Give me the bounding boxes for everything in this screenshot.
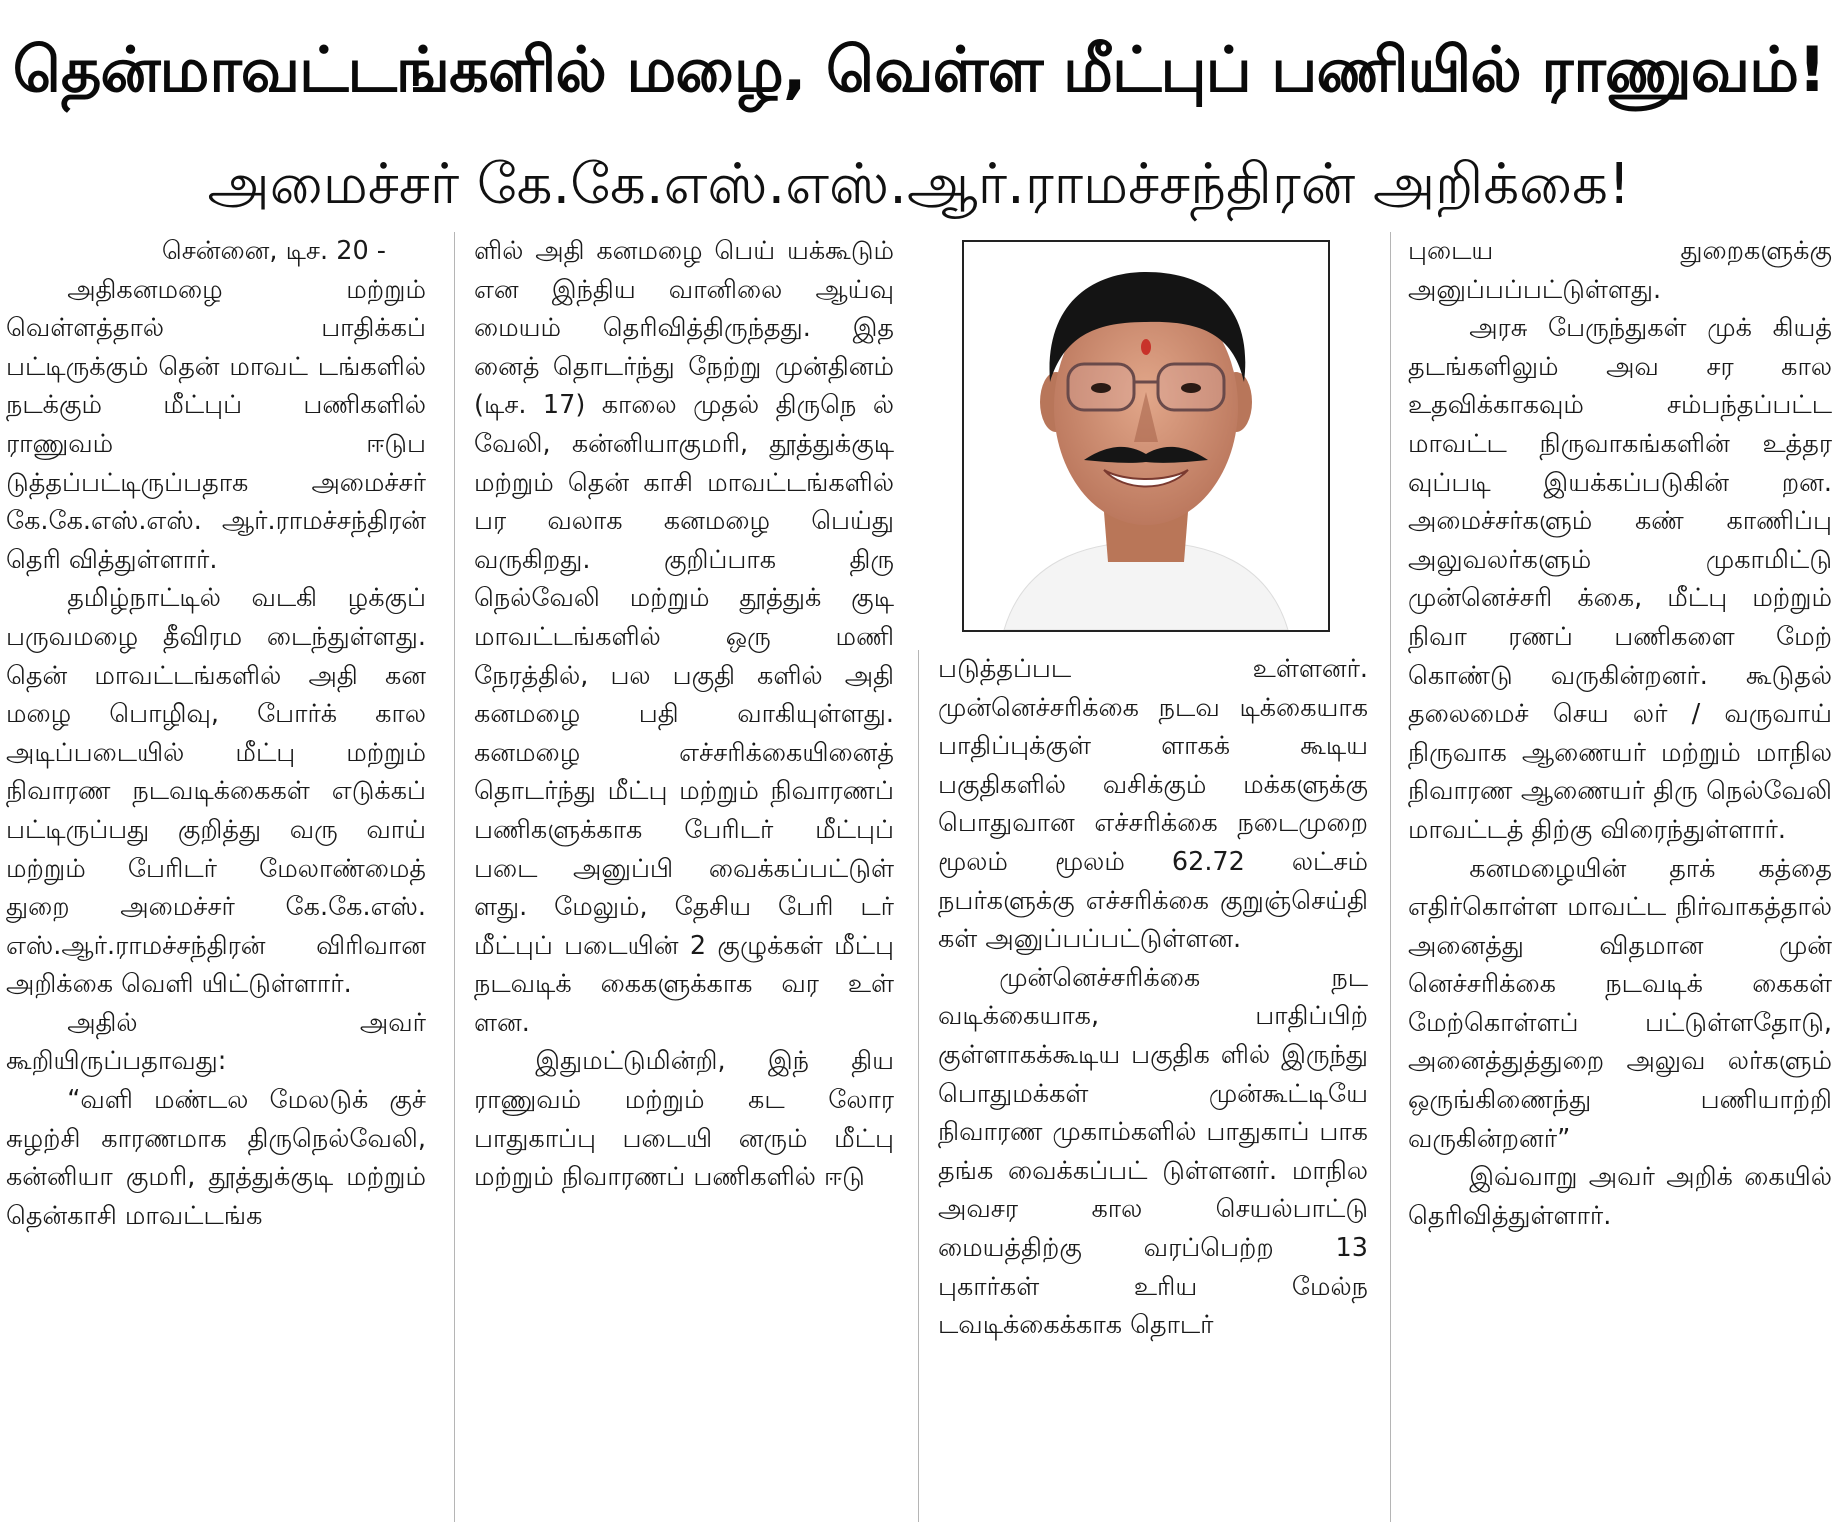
paragraph: அதிகனமழை மற்றும் வெள்ளத்தால் பாதிக்கப் பட்டிருக்கும் தென் மாவட் டங்களில் நடக்கும் மீட்புப் பணிகளில் ராணுவம் ஈடுப டுத்தப்பட்டிருப்பதாக அமைச்சர் கே.கே.எஸ்.எஸ். ஆர்.ராமச்சந்திரன் தெரி வித்துள்ளார்.	[6, 274, 426, 575]
article-column-3	[938, 650, 1368, 1530]
paragraph: அரசு பேருந்துகள் முக் கியத் தடங்களிலும் அவ சர கால உதவிக்காகவும் சம்பந்தப்பட்ட மாவட்ட நிருவாகங்களின் உத்தர வுப்படி இயக்கப்படுகின் றன. அமைச்சர்களும் கண் காணிப்பு அலுவலர்களும் முகாமிட்டு முன்னெச்சரி க்கை, மீட்பு மற்றும் நிவா ரணப் பணிகளை மேற் கொண்டு வருகின்றனர். கூடுதல் தலைமைச் செய லர் / வருவாய் நிருவாக ஆணையர் மற்றும் மாநில நிவாரண ஆணையர் திரு நெல்வேலி மாவட்டத் திற்கு விரைந்துள்ளார்.	[1408, 313, 1832, 845]
column-rule	[1390, 232, 1391, 1522]
dateline: சென்னை, டிச. 20 -	[161, 236, 386, 266]
paragraph: இதுமட்டுமின்றி, இந் திய ராணுவம் மற்றும் கட லோர பாதுகாப்பு படையி னரும் மீட்பு மற்றும் நிவாரணப் பணிகளில் ஈடு	[474, 1046, 894, 1193]
paragraph: அதில் அவர் கூறியிருப்பதாவது:	[6, 1007, 426, 1077]
paragraph: தமிழ்நாட்டில் வடகி ழக்குப் பருவமழை தீவிரம டைந்துள்ளது. தென் மாவட்டங்களில் அதி கன மழை பொழிவு, போர்க் கால அடிப்படையில் மீட்பு மற்றும் நிவாரண நடவடிக்கைகள் எடுக்கப் பட்டிருப்பது குறித்து வரு வாய் மற்றும் பேரிடர் மேலாண்மைத் துறை அமைச்சர் கே.கே.எஸ். எஸ்.ஆர்.ராமச்சந்திரன் விரிவான அறிக்கை வெளி யிட்டுள்ளார்.	[6, 583, 426, 1000]
column-rule	[454, 232, 455, 1522]
paragraph: இவ்வாறு அவர் அறிக் கையில் தெரிவித்துள்ளார்.	[1408, 1162, 1832, 1231]
minister-photo	[962, 240, 1330, 632]
paragraph: கனமழையின் தாக் கத்தை எதிர்கொள்ள மாவட்ட நிர்வாகத்தால் அனைத்து விதமான முன் னெச்சரிக்கை நடவடிக் கைகள் மேற்கொள்ளப் பட்டுள்ளதோடு, அனைத்துத்துறை அலுவ லர்களும் ஒருங்கிணைந்து பணியாற்றி வருகின்றனர்”	[1408, 853, 1832, 1154]
paragraph: புடைய துறைகளுக்கு அனுப்பப்பட்டுள்ளது.	[1408, 236, 1832, 305]
headline: தென்மாவட்டங்களில் மழை, வெள்ள மீட்புப் பணியில் ராணுவம்!	[12, 33, 1826, 106]
paragraph: முன்னெச்சரிக்கை நட வடிக்கையாக, பாதிப்பிற் குள்ளாகக்கூடிய பகுதிக ளில் இருந்து பொதுமக்கள் முன்கூட்டியே நிவாரண முகாம்களில் பாதுகாப் பாக தங்க வைக்கப்பட் டுள்ளனர். மாநில அவசர கால செயல்பாட்டு மையத்திற்கு வரப்பெற்ற 13 புகார்கள் உரிய மேல்ந டவடிக்கைக்காக தொடர்	[938, 962, 1368, 1341]
article-column-4	[1408, 232, 1832, 1532]
portrait-photo-icon	[964, 242, 1328, 630]
paragraph: “வளி மண்டல மேலடுக் குச் சுழற்சி காரணமாக திருநெல்வேலி, கன்னியா குமரி, தூத்துக்குடி மற்றும் தென்காசி மாவட்டங்க	[6, 1085, 426, 1231]
paragraph: படுத்தப்பட உள்ளனர். முன்னெச்சரிக்கை நடவ டிக்கையாக பாதிப்புக்குள் ளாகக் கூடிய பகுதிகளில் வசிக்கும் மக்களுக்கு பொதுவான எச்சரிக்கை நடைமுறை மூலம் மூலம் 62.72 லட்சம் நபர்களுக்கு எச்சரிக்கை குறுஞ்செய்தி கள் அனுப்பப்பட்டுள்ளன.	[938, 654, 1368, 955]
paragraph: ளில் அதி கனமழை பெய் யக்கூடும் என இந்திய வானிலை ஆய்வு மையம் தெரிவித்திருந்தது. இத னைத் தொடர்ந்து நேற்று முன்தினம் (டிச. 17) காலை முதல் திருநெ ல் வேலி, கன்னியாகுமரி, தூத்துக்குடி மற்றும் தென் காசி மாவட்டங்களில் பர வலாக கனமழை பெய்து வருகிறது. குறிப்பாக திரு நெல்வேலி மற்றும் தூத்துக் குடி மாவட்டங்களில் ஒரு மணி நேரத்தில், பல பகுதி களில் அதி கனமழை பதி வாகியுள்ளது. கனமழை எச்சரிக்கையினைத் தொடர்ந்து மீட்பு மற்றும் நிவாரணப் பணிகளுக்காக பேரிடர் மீட்புப் படை அனுப்பி வைக்கப்பட்டுள் ளது. மேலும், தேசிய பேரி டர் மீட்புப் படையின் 2 குழுக்கள் மீட்பு நடவடிக் கைகளுக்காக வர உள் ளன.	[474, 236, 894, 1038]
article-column-2	[474, 232, 894, 1532]
column-rule	[918, 650, 919, 1522]
subheadline: அமைச்சர் கே.கே.எஸ்.எஸ்.ஆர்.ராமச்சந்திரன் அறிக்கை!	[207, 152, 1631, 217]
article-column-1	[6, 232, 426, 1532]
